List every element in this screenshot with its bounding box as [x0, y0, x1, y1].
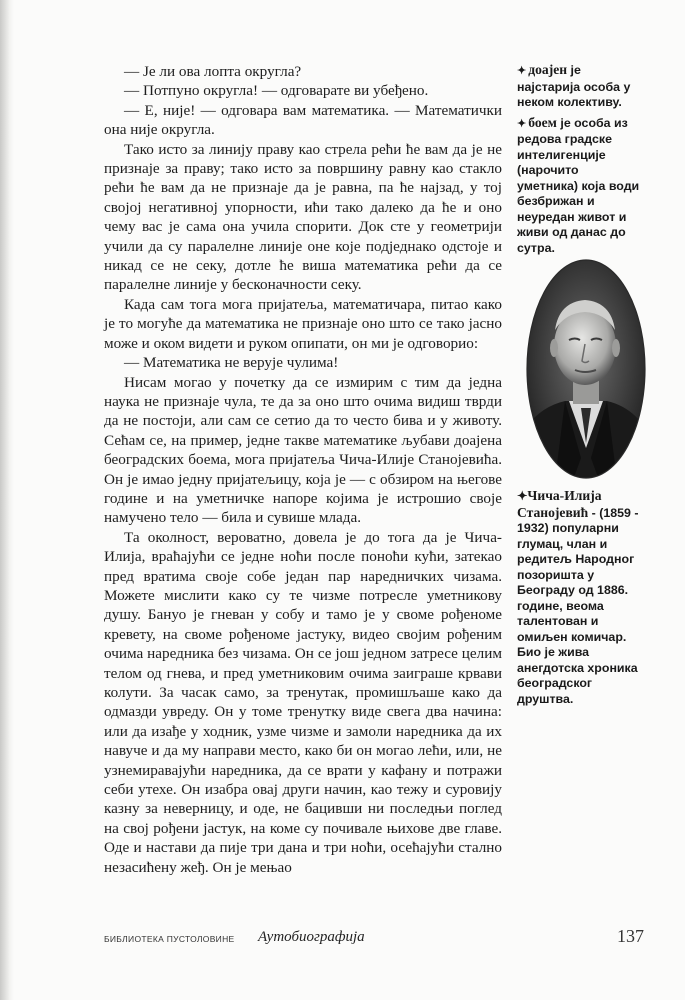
- text-paragraph: — Је ли ова лопта округла?: [124, 63, 302, 80]
- caption-term: Чича-Илија Станојевић: [517, 488, 602, 520]
- text-paragraph: Тако исто за линију праву као стрела рећи ће вам да је не признаје за праву; тако исто за површину равну као стакло рећи ће вам да не признаје да је равна, па ће најзад, у тој својој негативној упорности, ићи тако далеко да ће и оно чему вас је сама она учила спорити. Док сте у геометрији учили да су паралелне линије оне које подједнако одстоје и никад се не секу, дотле ће виша математика рећи да се паралелне линије у бесконачности секу.: [104, 140, 502, 294]
- caption-text: - (1859 - 1932) популарни глумац, члан и редитељ Народног позоришта у Београду од 1886. године, веома талентован и омиљен комичар. Био је жива анегдотска хроника београдског друштва.: [517, 505, 639, 706]
- glossary-definition: је најстарија особа у неком колективу.: [517, 63, 631, 109]
- glossary-note-doajen: [517, 62, 643, 111]
- text-paragraph: — Потпуно округла! — одговарате ви убеђено.: [124, 82, 429, 100]
- main-text-column: [104, 62, 502, 877]
- text-paragraph: Нисам могао у почетку да се измирим с тим да једна наука не признаје чула, те да за оно што очима видиш тврди да не постоји, али сам се сетио да то често бива и у животу. Сећам се, на пример, једне такве математике љубави доајена београдских боема, мога пријатеља Чича-Илије Станојевића. Он је имао једну пријатељицу, која је — с обзиром на његове године и на уметничке напоре којима је истрошио своје намучено тело — била и сувише млада.: [104, 373, 502, 527]
- page-footer: [104, 926, 644, 954]
- text-paragraph: — Математика не верује чулима!: [124, 354, 339, 372]
- star-marker-icon: ✦: [517, 117, 527, 130]
- page-gutter-shadow: [0, 0, 14, 1000]
- text-paragraph: — Е, није! — одговара вам математика. — Математички она није округла.: [104, 101, 502, 139]
- portrait-photo: [525, 258, 647, 480]
- glossary-term: доајен: [528, 62, 568, 77]
- portrait-caption: [517, 488, 645, 707]
- star-marker-icon: ✦: [517, 65, 527, 77]
- glossary-term: боем: [528, 114, 557, 130]
- glossary-note-boem: [517, 115, 643, 257]
- book-title: Аутобиографија: [258, 929, 365, 945]
- text-paragraph: Када сам тога мога пријатеља, математичара, питао како је то могуће да математика не признаје оно што се тако јасно може и оком видети и руком опипати, он ми је одговорио:: [104, 295, 502, 352]
- glossary-sidebar: [517, 62, 643, 260]
- series-name: БИБЛИОТЕКА ПУСТОЛОВИНЕ: [104, 934, 235, 944]
- glossary-definition: је особа из редова градске интелигенције (нарочито уметника) која води безбрижан и неуредан живот и живи од данас до сутра.: [517, 115, 640, 255]
- star-marker-icon: ✦: [517, 489, 528, 503]
- page-number: 137: [617, 926, 644, 946]
- text-paragraph: Та околност, вероватно, довела је до тога да је Чича-Илија, враћајући се једне ноћи после поноћи кући, затекао пред вратима своје собе један пар наредничких чизама. Можете мислити како су те чизме потресле уметникову душу. Бануо је гневан у собу и тамо је у своме рођеноме кревету, на своме рођеноме јастуку, видео својим рођеним очима наредника без чизама. Он се још једном затресе целим телом од гнева, и пред уметниковим очима заиграше крвави колути. За часак само, за тренутак, промишљаше како да одмазди увреду. Он у томе тренутку виде свега два начина: или да изађе у ходник, узме чизме и замоли наредника да их навуче и да му направи место, како би он могао лећи, или, не узнемиравајући наредника, да се врати у кафану и потражи себи утехе. Он изабра овај други начин, као тежу и суровију казну за неверницу, и оде, не бацивши ни последњи поглед на свој рођени јастук, на коме су почивале њихове две главе. Оде и настави да пије три дана и три ноћи, осећајући стално незасићену жеђ. Он је мењао: [104, 528, 502, 876]
